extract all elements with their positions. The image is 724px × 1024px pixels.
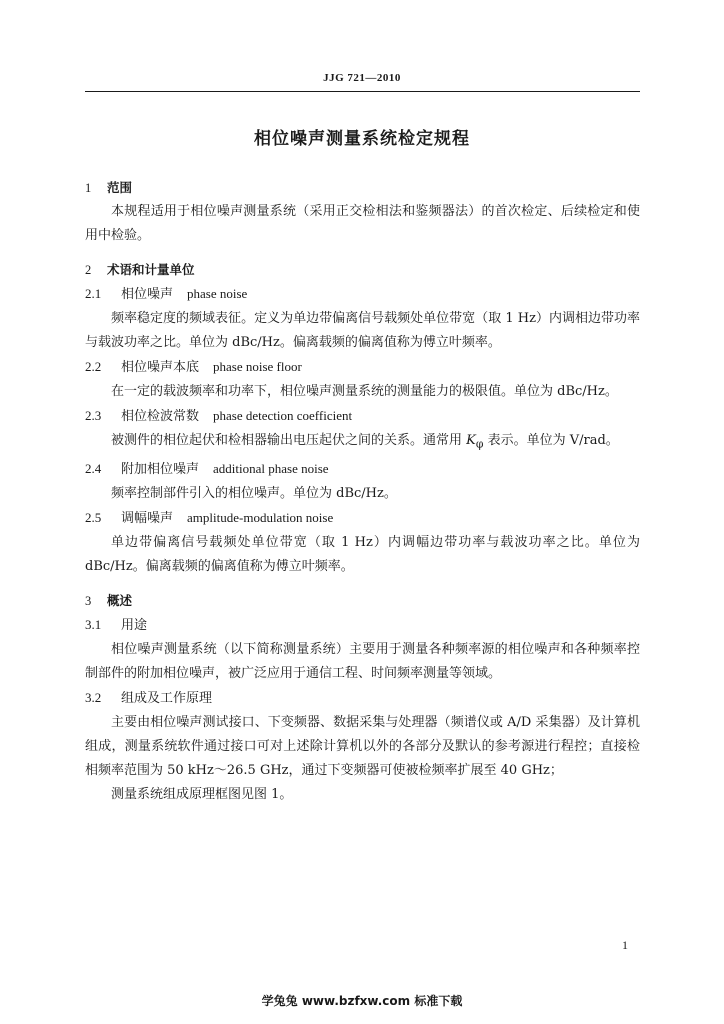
term-zh: 相位噪声 xyxy=(121,287,174,302)
term-zh: 相位噪声本底 xyxy=(121,360,200,375)
footer-watermark: 学兔兔 www.bzfxw.com 标准下载 xyxy=(261,994,463,1008)
term-2-5-definition: 单边带偏离信号载频处单位带宽（取 1 Hz）内调幅边带功率与载波功率之比。单位为 dBc/Hz。偏离载频的偏离值称为傅立叶频率。 xyxy=(85,534,640,574)
term-2-2-definition: 在一定的载波频率和功率下，相位噪声测量系统的测量能力的极限值。单位为 dBc/Hz。 xyxy=(111,384,618,399)
term-en: phase detection coefficient xyxy=(213,408,353,423)
definition-text: 表示。单位为 V/rad。 xyxy=(483,433,619,448)
section-number: 2 xyxy=(85,263,92,277)
document-body xyxy=(85,176,640,807)
definition-text: 被测件的相位起伏和检相器输出电压起伏之间的关系。通常用 xyxy=(111,433,467,448)
term-2-4-definition: 频率控制部件引入的相位噪声。单位为 dBc/Hz。 xyxy=(111,485,397,501)
clause-3-2-figure-ref: 测量系统组成原理框图见图 1。 xyxy=(111,786,293,802)
term-number: 2.1 xyxy=(85,286,102,301)
term-en: amplitude-modulation noise xyxy=(187,509,334,525)
section-1-heading xyxy=(85,176,640,200)
section-title: 术语和计量单位 xyxy=(107,262,195,277)
clause-number: 3.1 xyxy=(85,616,102,632)
standard-code: JJG 721—2010 xyxy=(323,72,401,84)
term-2-3-heading xyxy=(85,404,640,429)
term-2-1-heading xyxy=(85,282,640,307)
clause-title: 组成及工作原理 xyxy=(121,690,213,706)
clause-3-1-heading xyxy=(85,613,640,638)
term-en: phase noise floor xyxy=(213,359,302,374)
section-title: 范围 xyxy=(107,180,133,195)
section-2-heading xyxy=(85,258,640,282)
term-number: 2.4 xyxy=(85,460,102,476)
header-rule xyxy=(85,91,640,92)
clause-title: 用途 xyxy=(121,617,148,633)
term-number: 2.3 xyxy=(85,408,102,423)
term-zh: 调幅噪声 xyxy=(121,510,174,526)
term-en: phase noise xyxy=(187,286,248,301)
page-number: 1 xyxy=(622,938,628,952)
term-number: 2.5 xyxy=(85,509,102,525)
term-2-3-definition xyxy=(85,429,640,457)
section-1-paragraph: 本规程适用于相位噪声测量系统（采用正交检相法和鉴频器法）的首次检定、后续检定和使用中检验。 xyxy=(85,204,640,243)
clause-3-2-paragraph: 主要由相位噪声测试接口、下变频器、数据采集与处理器（频谱仪或 A/D 采集器）及计算机组成，测量系统软件通过接口可对上述除计算机以外的各部分及默认的参考源进行程控；直接检相频率范围为 50 kHz～26.5 GHz，通过下变频器可使被检频率扩展至 40 GHz； xyxy=(85,714,640,778)
term-zh: 附加相位噪声 xyxy=(121,461,200,477)
section-number: 1 xyxy=(85,181,92,195)
phi-subscript: φ xyxy=(475,437,484,451)
section-3-heading xyxy=(85,589,640,613)
k-symbol: K xyxy=(466,433,476,448)
document-title: 相位噪声测量系统检定规程 xyxy=(254,129,470,149)
term-en: additional phase noise xyxy=(213,460,329,476)
term-2-1-definition: 频率稳定度的频域表征。定义为单边带偏离信号载频处单位带宽（取 1 Hz）内调相边带功率与载波功率之比。单位为 dBc/Hz。偏离载频的偏离值称为傅立叶频率。 xyxy=(85,311,640,350)
clause-3-1-paragraph: 相位噪声测量系统（以下简称测量系统）主要用于测量各种频率源的相位噪声和各种频率控制部件的附加相位噪声，被广泛应用于通信工程、时间频率测量等领域。 xyxy=(85,641,640,681)
section-title: 概述 xyxy=(107,592,133,608)
term-zh: 相位检波常数 xyxy=(121,409,200,424)
term-2-2-heading xyxy=(85,355,640,380)
term-number: 2.2 xyxy=(85,359,102,374)
term-2-5-heading xyxy=(85,506,640,531)
section-number: 3 xyxy=(85,593,92,608)
clause-3-2-heading xyxy=(85,686,640,711)
term-2-4-heading xyxy=(85,457,640,482)
clause-number: 3.2 xyxy=(85,689,102,705)
